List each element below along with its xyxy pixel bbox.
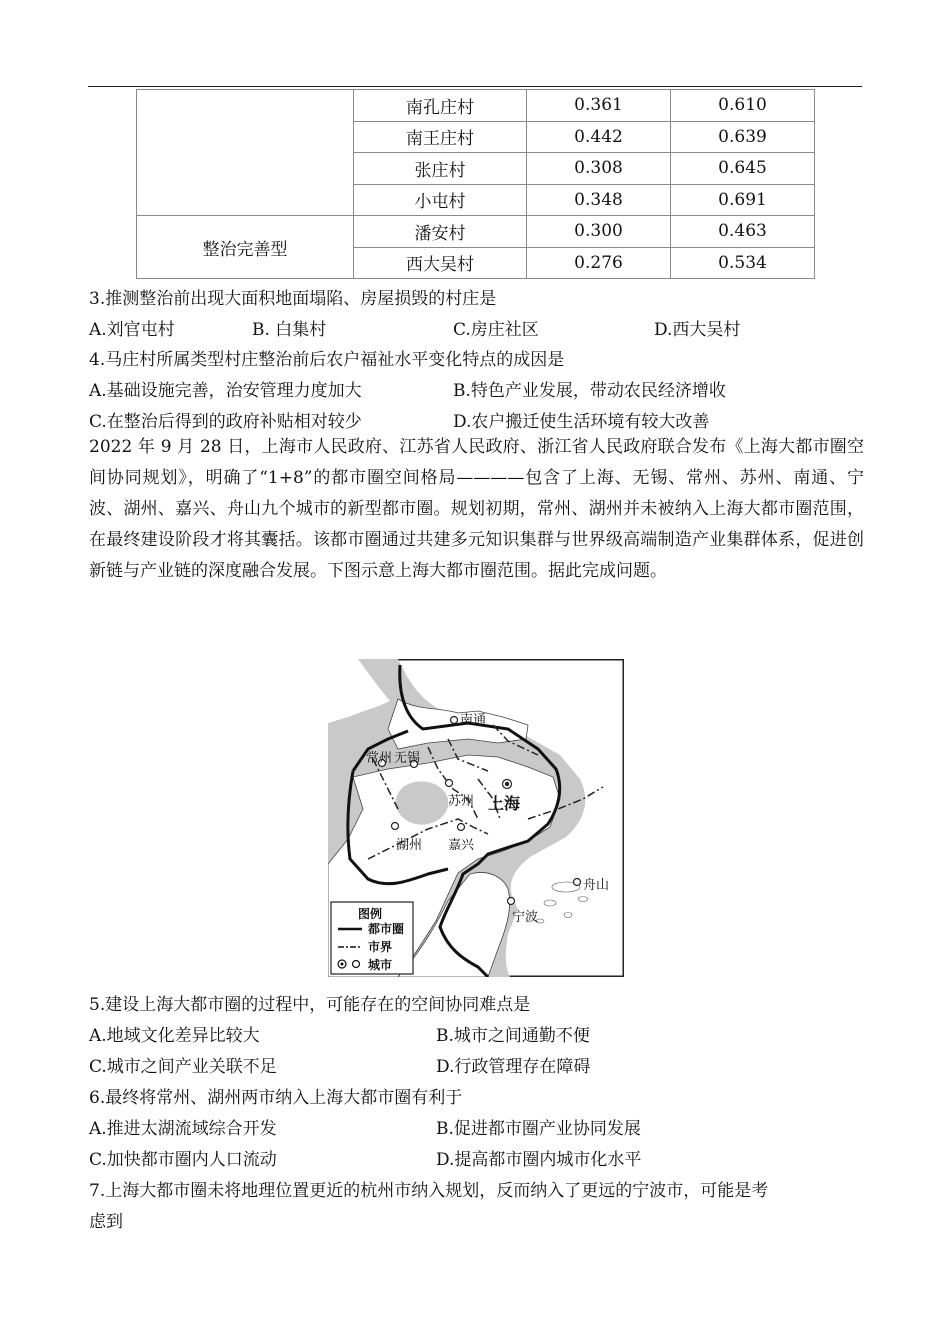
- after-cell: 0.645: [671, 153, 815, 185]
- q4-option-b: B.特色产业发展，带动农民经济增收: [453, 381, 726, 401]
- before-cell: 0.348: [527, 184, 671, 216]
- q3-option-b: B. 白集村: [252, 320, 327, 340]
- village-cell: 张庄村: [354, 153, 527, 185]
- q5-option-b: B.城市之间通勤不便: [436, 1026, 590, 1046]
- label-shanghai: 上海: [488, 794, 521, 813]
- metro-area-map: [328, 659, 624, 977]
- label-huzhou: 湖州: [396, 838, 423, 853]
- q3-option-a: A.刘官屯村: [89, 320, 175, 340]
- zhoushan-marker: [574, 879, 581, 886]
- label-changzhou: 常州: [366, 751, 393, 766]
- jiaxing-marker: [458, 824, 465, 831]
- q4-option-d: D.农户搬迁使生活环境有较大改善: [453, 412, 710, 432]
- q3-option-d: D.西大吴村: [654, 320, 741, 340]
- type-cell: 整治完善型: [137, 216, 354, 279]
- suzhou-marker: [446, 780, 453, 787]
- after-cell: 0.691: [671, 184, 815, 216]
- after-cell: 0.639: [671, 121, 815, 153]
- q5-option-a: A.地域文化差异比较大: [89, 1026, 260, 1046]
- village-cell: 潘安村: [354, 216, 527, 248]
- data-table: [136, 89, 815, 279]
- q3-option-c: C.房庄社区: [453, 320, 539, 340]
- label-nantong: 南通: [460, 713, 487, 728]
- question-7-line-1: 7.上海大都市圈未将地理位置更近的杭州市纳入规划，反而纳入了更远的宁波市，可能是考: [89, 1181, 769, 1201]
- q5-option-d: D.行政管理存在障碍: [436, 1057, 591, 1077]
- type-cell: [137, 90, 354, 216]
- map-legend: [331, 902, 413, 974]
- question-7-line-2: 虑到: [89, 1212, 123, 1232]
- before-cell: 0.308: [527, 153, 671, 185]
- legend-city-symbol: [353, 961, 360, 968]
- q6-option-d: D.提高都市圈内城市化水平: [436, 1150, 642, 1170]
- legend-title: 图例: [358, 907, 383, 921]
- legend-city-label: 城市: [368, 958, 393, 972]
- before-cell: 0.442: [527, 121, 671, 153]
- before-cell: 0.276: [527, 247, 671, 279]
- question-6-stem: 6.最终将常州、湖州两市纳入上海大都市圈有利于: [89, 1088, 463, 1108]
- header-rule: [88, 86, 862, 87]
- legend-boundary-label: 市界: [368, 940, 393, 954]
- label-suzhou: 苏州: [448, 794, 475, 809]
- legend-metro-label: 都市圈: [368, 922, 405, 936]
- huzhou-marker: [392, 823, 399, 830]
- after-cell: 0.610: [671, 90, 815, 122]
- village-cell: 小屯村: [354, 184, 527, 216]
- label-ningbo: 宁波: [512, 910, 539, 925]
- label-jiaxing: 嘉兴: [448, 838, 475, 853]
- nantong-marker: [451, 717, 458, 724]
- before-cell: 0.300: [527, 216, 671, 248]
- question-4-stem: 4.马庄村所属类型村庄整治前后农户福祉水平变化特点的成因是: [89, 350, 565, 370]
- after-cell: 0.534: [671, 247, 815, 279]
- q5-option-c: C.城市之间产业关联不足: [89, 1057, 277, 1077]
- ningbo-marker: [508, 898, 515, 905]
- label-wuxi: 无锡: [394, 751, 421, 766]
- village-cell: 西大吴村: [354, 247, 527, 279]
- village-cell: 南王庄村: [354, 121, 527, 153]
- after-cell: 0.463: [671, 216, 815, 248]
- q4-option-c: C.在整治后得到的政府补贴相对较少: [89, 412, 362, 432]
- before-cell: 0.361: [527, 90, 671, 122]
- q4-option-a: A.基础设施完善，治安管理力度加大: [89, 381, 362, 401]
- question-5-stem: 5.建设上海大都市圈的过程中，可能存在的空间协同难点是: [89, 995, 531, 1015]
- label-zhoushan: 舟山: [583, 878, 610, 893]
- q6-option-c: C.加快都市圈内人口流动: [89, 1150, 277, 1170]
- table-row: [137, 216, 815, 248]
- q6-option-a: A.推进太湖流域综合开发: [89, 1119, 277, 1139]
- passage-text: 2022 年 9 月 28 日，上海市人民政府、江苏省人民政府、浙江省人民政府联合发布《上海大都市圈空间协同规划》，明确了“1+8”的都市圈空间格局————包含了上海、无锡、常州、苏州、南通、宁波、湖州、嘉兴、舟山九个城市的新型都市圈。规划初期，常州、湖州并未被纳入上海大都市圈范围，在最终建设阶段才将其囊括。该都市圈通过共建多元知识集群与世界级高端制造产业集群体系，促进创新链与产业链的深度融合发展。下图示意上海大都市圈范围。据此完成问题。: [89, 437, 864, 581]
- question-3-stem: 3.推测整治前出现大面积地面塌陷、房屋损毁的村庄是: [89, 289, 497, 309]
- table-row: [137, 90, 815, 122]
- q6-option-b: B.促进都市圈产业协同发展: [436, 1119, 641, 1139]
- village-cell: 南孔庄村: [354, 90, 527, 122]
